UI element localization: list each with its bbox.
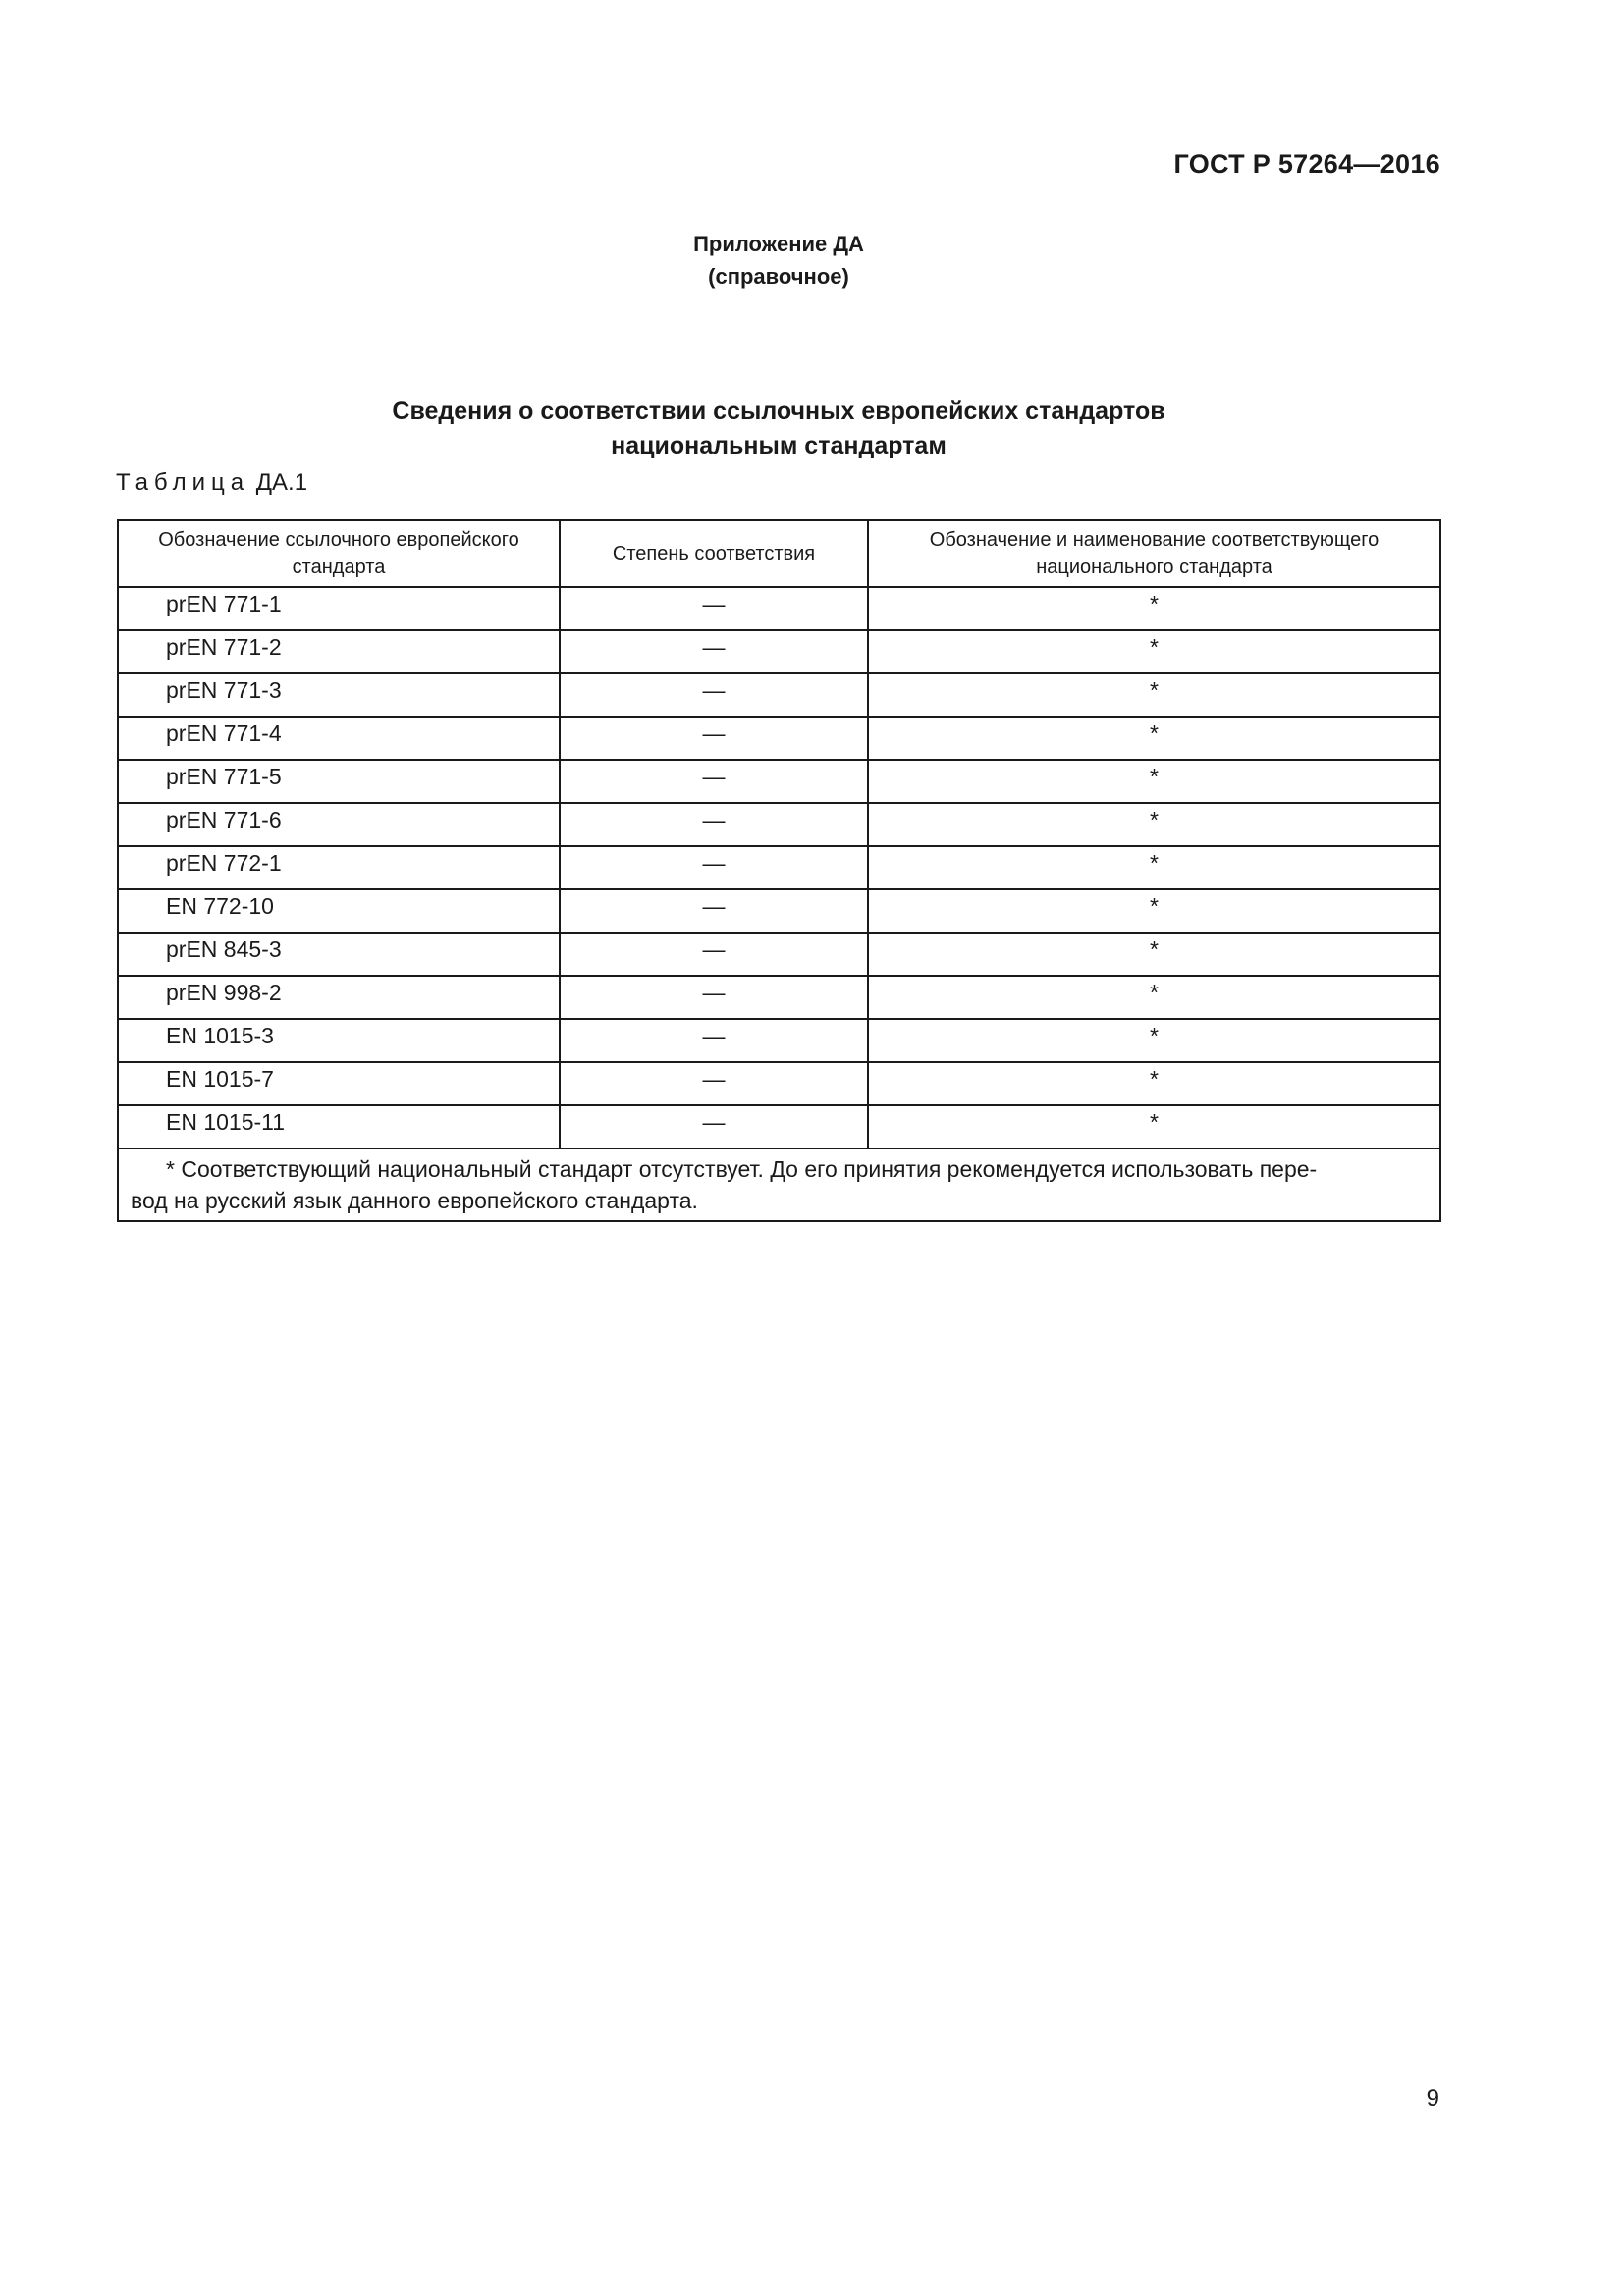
table-row [118, 1105, 1440, 1148]
cell-degree: — [560, 976, 868, 1019]
cell-national: * [868, 846, 1440, 889]
cell-degree: — [560, 1105, 868, 1148]
table-row [118, 587, 1440, 630]
cell-designation: prEN 772-1 [118, 846, 560, 889]
table-row [118, 760, 1440, 803]
cell-designation: prEN 771-5 [118, 760, 560, 803]
appendix-title: Приложение ДА [693, 232, 864, 256]
cell-designation: EN 772-10 [118, 889, 560, 933]
cell-designation: prEN 771-1 [118, 587, 560, 630]
table-row [118, 630, 1440, 673]
cell-national: * [868, 1019, 1440, 1062]
table-row [118, 717, 1440, 760]
table-footnote [118, 1148, 1440, 1221]
cell-designation: prEN 845-3 [118, 933, 560, 976]
cell-national: * [868, 889, 1440, 933]
cell-degree: — [560, 717, 868, 760]
cell-national: * [868, 1062, 1440, 1105]
section-heading [0, 395, 1557, 463]
cell-designation: EN 1015-11 [118, 1105, 560, 1148]
column-header-national: Обозначение и наименование соответствующего национального стандарта [868, 520, 1440, 587]
section-heading-line-2: национальным стандартам [611, 432, 947, 459]
cell-national: * [868, 976, 1440, 1019]
cell-degree: — [560, 630, 868, 673]
cell-designation: prEN 771-2 [118, 630, 560, 673]
cell-degree: — [560, 933, 868, 976]
cell-national: * [868, 673, 1440, 717]
cell-designation: prEN 998-2 [118, 976, 560, 1019]
table-body [118, 587, 1440, 1148]
footnote-line-1: * Соответствующий национальный стандарт отсутствует. До его принятия рекомендуется использовать пере- [166, 1156, 1318, 1182]
cell-designation: prEN 771-3 [118, 673, 560, 717]
document-code: ГОСТ Р 57264—2016 [1173, 149, 1440, 179]
table-row [118, 889, 1440, 933]
footnote-line-2: вод на русский язык данного европейского стандарта. [131, 1188, 698, 1213]
cell-degree: — [560, 803, 868, 846]
cell-degree: — [560, 846, 868, 889]
cell-designation: EN 1015-7 [118, 1062, 560, 1105]
section-heading-line-1: Сведения о соответствии ссылочных европейских стандартов [392, 398, 1165, 425]
cell-national: * [868, 760, 1440, 803]
cell-national: * [868, 717, 1440, 760]
table-caption-number: ДА.1 [255, 469, 308, 496]
cell-degree: — [560, 1062, 868, 1105]
cell-designation: EN 1015-3 [118, 1019, 560, 1062]
table-row [118, 803, 1440, 846]
table-caption [116, 469, 307, 497]
appendix-block [0, 228, 1557, 293]
table-row [118, 1019, 1440, 1062]
cell-national: * [868, 587, 1440, 630]
cell-designation: prEN 771-6 [118, 803, 560, 846]
table-header-row [118, 520, 1440, 587]
column-header-designation: Обозначение ссылочного европейского стандарта [118, 520, 560, 587]
correspondence-table [117, 519, 1441, 1222]
cell-degree: — [560, 760, 868, 803]
table-row [118, 976, 1440, 1019]
table-row [118, 846, 1440, 889]
table-row [118, 933, 1440, 976]
cell-designation: prEN 771-4 [118, 717, 560, 760]
cell-national: * [868, 803, 1440, 846]
cell-degree: — [560, 673, 868, 717]
cell-degree: — [560, 889, 868, 933]
cell-degree: — [560, 1019, 868, 1062]
cell-national: * [868, 933, 1440, 976]
page-number: 9 [1426, 2085, 1439, 2111]
cell-national: * [868, 1105, 1440, 1148]
appendix-subtitle: (справочное) [708, 264, 849, 289]
column-header-degree: Степень соответствия [560, 520, 868, 587]
table-row [118, 1062, 1440, 1105]
cell-degree: — [560, 587, 868, 630]
cell-national: * [868, 630, 1440, 673]
table-row [118, 673, 1440, 717]
table-caption-word: Таблица [116, 469, 250, 496]
footnote-row [118, 1148, 1440, 1221]
